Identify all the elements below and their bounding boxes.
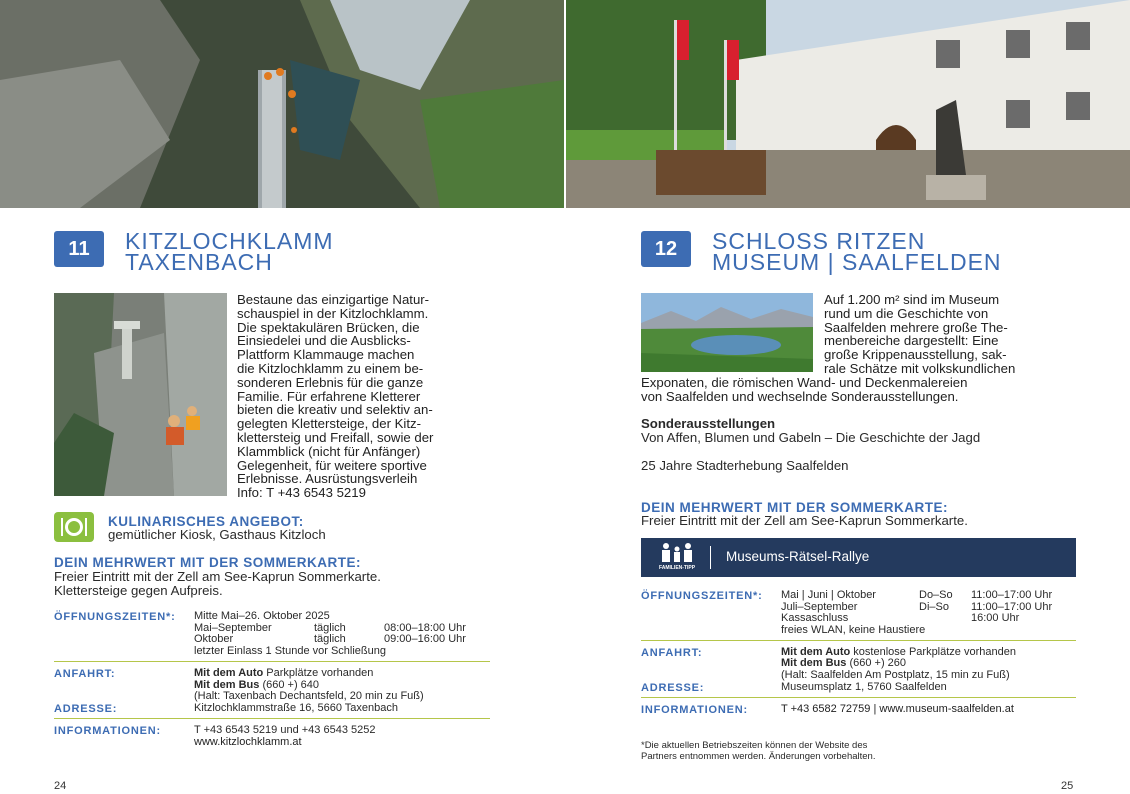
hours-cell: Mitte Mai–26. Oktober 2025 bbox=[194, 610, 330, 622]
section-title bbox=[712, 228, 1002, 275]
opening-hours-label: ÖFFNUNGSZEITEN*: bbox=[54, 611, 176, 623]
arrival-label: ANFAHRT: bbox=[54, 668, 116, 680]
footnote: Partners entnommen werden. Änderungen vorbehalten. bbox=[641, 751, 876, 762]
title-line: TAXENBACH bbox=[125, 249, 273, 275]
family-tip-text: Museums-Rätsel-Rallye bbox=[726, 549, 870, 564]
benefit-text: Freier Eintritt mit der Zell am See-Kaprun Sommerkarte. bbox=[641, 513, 968, 528]
lake-landscape-photo bbox=[641, 293, 813, 372]
arrival-note: (Halt: Taxenbach Dechantsfeld, 20 min zu Fuß) bbox=[194, 690, 424, 702]
address-label: ADRESSE: bbox=[641, 682, 705, 694]
hours-cell: Di–So bbox=[919, 600, 949, 613]
hours-cell: 08:00–18:00 Uhr bbox=[384, 621, 466, 634]
culinary-heading: KULINARISCHES ANGEBOT: bbox=[108, 514, 304, 529]
family-icon bbox=[659, 542, 695, 564]
arrival-bus-text: (660 +) 260 bbox=[846, 657, 907, 669]
text-line: rale Schätze mit volkskundlichen bbox=[824, 360, 1016, 376]
text-line: Erlebnisse. Ausrüstungsverleih bbox=[237, 471, 418, 487]
text-line: Plattform Klammauge machen bbox=[237, 347, 415, 363]
title-line: MUSEUM | SAALFELDEN bbox=[712, 249, 1002, 275]
info-contact-link[interactable]: T +43 6582 72759 | www.museum-saalfelden.at bbox=[781, 703, 1014, 715]
special-exhibition-item: 25 Jahre Stadterhebung Saalfelden bbox=[641, 458, 849, 473]
text-line: sonderen Erlebnis für die ganze bbox=[237, 374, 424, 390]
arrival-bus bbox=[781, 658, 906, 670]
hours-row bbox=[781, 590, 1052, 602]
text-line: große Krippenausstellung, sak- bbox=[824, 347, 1007, 363]
address-text: Museumsplatz 1, 5760 Saalfelden bbox=[781, 681, 947, 693]
text-line: von Saalfelden und wechselnde Sonderausstellungen. bbox=[641, 388, 959, 404]
hours-cell: Mai | Juni | Oktober bbox=[781, 589, 876, 601]
description-text bbox=[237, 293, 433, 500]
benefit-heading: DEIN MEHRWERT MIT DER SOMMERKARTE: bbox=[641, 500, 948, 515]
family-tip-tag: FAMILIEN-TIPP bbox=[658, 565, 696, 571]
address-text: Kitzlochklammstraße 16, 5660 Taxenbach bbox=[194, 702, 399, 714]
text-line: bieten die kreativ und selektiv an- bbox=[237, 402, 433, 418]
text-line: klettersteig und Freifall, sowie der bbox=[237, 429, 434, 445]
benefit-text: Klettersteige gegen Aufpreis. bbox=[54, 583, 223, 598]
hours-cell: Do–So bbox=[919, 589, 953, 601]
hours-cell: Kassaschluss bbox=[781, 612, 849, 624]
text-line: Exponaten, die römischen Wand- und Deckenmalereien bbox=[641, 375, 968, 390]
text-line: menbereiche dargestellt: Eine bbox=[824, 333, 999, 349]
hours-cell: letzter Einlass 1 Stunde vor Schließung bbox=[194, 644, 386, 657]
section-number-badge: 12 bbox=[641, 231, 691, 267]
text-line: Klammblick (nicht für Anfänger) bbox=[237, 443, 421, 459]
text-line: Einsiedelei und die Ausblicks- bbox=[237, 333, 411, 349]
website-link[interactable]: www.kitzlochklamm.at bbox=[194, 736, 302, 748]
benefit-text: Freier Eintritt mit der Zell am See-Kaprun Sommerkarte. bbox=[54, 569, 381, 584]
divider bbox=[54, 718, 490, 719]
text-line: Info: T +43 6543 5219 bbox=[237, 485, 366, 501]
text-line: Die spektakulären Brücken, die bbox=[237, 319, 420, 335]
arrival-bus-bold: Mit dem Bus bbox=[781, 657, 847, 669]
info-label: INFORMATIONEN: bbox=[641, 704, 748, 716]
plate-cutlery-icon bbox=[54, 512, 94, 542]
arrival-label: ANFAHRT: bbox=[641, 647, 703, 659]
family-tip-banner bbox=[641, 538, 1076, 577]
page-number: 25 bbox=[1061, 780, 1074, 792]
gorge-bridge-photo bbox=[0, 0, 564, 208]
hours-row bbox=[781, 613, 1052, 625]
text-line: Gelegenheit, für weitere sportive bbox=[237, 457, 427, 473]
section-number-badge: 11 bbox=[54, 231, 104, 267]
hours-cell: 09:00–16:00 Uhr bbox=[384, 633, 466, 645]
arrival-car bbox=[194, 668, 373, 680]
hours-row bbox=[194, 634, 466, 646]
hours-cell: freies WLAN, keine Haustiere bbox=[781, 623, 926, 636]
hours-row bbox=[781, 625, 1052, 637]
special-exhibition-item: Von Affen, Blumen und Gabeln – Die Geschichte der Jagd bbox=[641, 430, 981, 445]
address-label: ADRESSE: bbox=[54, 703, 118, 715]
arrival-car-bold: Mit dem Auto bbox=[194, 667, 264, 679]
hours-cell: 16:00 Uhr bbox=[971, 612, 1020, 624]
opening-hours-table bbox=[781, 590, 1052, 636]
title-line: SCHLOSS RITZEN bbox=[712, 228, 926, 254]
description-text-wrap bbox=[824, 293, 1015, 376]
text-line: rund um die Geschichte von bbox=[824, 305, 989, 321]
hours-cell: Oktober bbox=[194, 633, 234, 645]
hours-cell: Mai–September bbox=[194, 621, 272, 634]
climbers-photo bbox=[54, 293, 227, 496]
divider bbox=[54, 661, 490, 662]
text-line: gelegten Klettersteige, der Kitz- bbox=[237, 416, 421, 432]
special-exhibitions-heading: Sonderausstellungen bbox=[641, 416, 776, 431]
text-line: Familie. Für erfahrene Kletterer bbox=[237, 388, 421, 404]
page-number: 24 bbox=[54, 780, 67, 792]
arrival-bus-bold: Mit dem Bus bbox=[194, 679, 260, 691]
text-line: Bestaune das einzigartige Natur- bbox=[237, 292, 430, 307]
text-line: die Kitzlochklamm zu einem be- bbox=[237, 360, 424, 376]
benefit-heading: DEIN MEHRWERT MIT DER SOMMERKARTE: bbox=[54, 555, 361, 570]
hours-cell: 11:00–17:00 Uhr bbox=[971, 589, 1053, 601]
text-line: Auf 1.200 m² sind im Museum bbox=[824, 292, 1000, 307]
culinary-text: gemütlicher Kiosk, Gasthaus Kitzloch bbox=[108, 527, 326, 542]
divider bbox=[641, 640, 1076, 641]
castle-museum-photo bbox=[566, 0, 1130, 208]
info-label: INFORMATIONEN: bbox=[54, 725, 161, 737]
arrival-note: (Halt: Saalfelden Am Postplatz, 15 min zu Fuß) bbox=[781, 669, 1010, 681]
arrival-car-bold: Mit dem Auto bbox=[781, 646, 851, 658]
title-line: KITZLOCHKLAMM bbox=[125, 228, 334, 254]
arrival-bus-text: (660 +) 640 bbox=[259, 679, 320, 691]
hours-cell: täglich bbox=[314, 633, 346, 645]
banner-separator bbox=[710, 546, 711, 569]
hours-cell: täglich bbox=[314, 621, 346, 634]
divider bbox=[641, 697, 1076, 698]
info-phone: T +43 6543 5219 und +43 6543 5252 bbox=[194, 724, 376, 736]
hours-cell: 11:00–17:00 Uhr bbox=[971, 600, 1053, 613]
arrival-car-text: Parkplätze vorhanden bbox=[263, 667, 374, 679]
hours-row bbox=[194, 611, 466, 623]
hours-row bbox=[194, 646, 466, 658]
opening-hours-label: ÖFFNUNGSZEITEN*: bbox=[641, 590, 763, 602]
footnote: *Die aktuellen Betriebszeiten können der Website des bbox=[641, 740, 868, 751]
opening-hours-table bbox=[194, 611, 466, 657]
text-line: Saalfelden mehrere große The- bbox=[824, 319, 1008, 335]
section-title bbox=[125, 228, 334, 275]
arrival-car-text: kostenlose Parkplätze vorhanden bbox=[850, 646, 1016, 658]
text-line: schauspiel in der Kitzlochklamm. bbox=[237, 305, 429, 321]
description-text-full bbox=[641, 376, 967, 404]
hours-cell: Juli–September bbox=[781, 600, 858, 613]
